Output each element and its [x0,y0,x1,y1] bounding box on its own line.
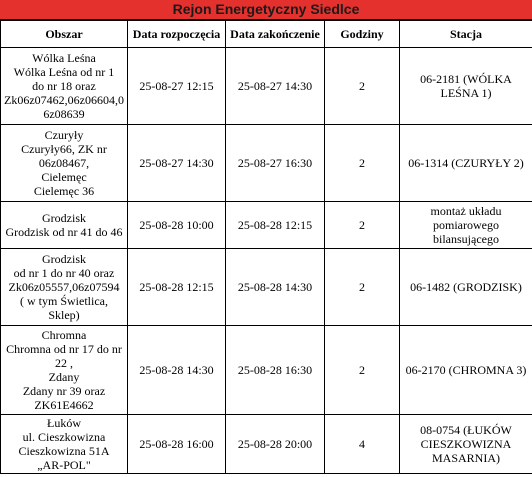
cell-end-date: 25-08-28 16:30 [226,326,325,415]
cell-end-date: 25-08-28 12:15 [226,202,325,249]
header-hours: Godziny [325,21,400,48]
header-start-date: Data rozpoczęcia [128,21,226,48]
cell-obszar: Grodzisk od nr 1 do nr 40 oraz Zk06z05557,06z07594 ( w tym Świetlica, Sklep) [1,249,128,326]
header-end-date: Data zakończenie [226,21,325,48]
cell-hours: 2 [325,48,400,125]
cell-station: montaż układu pomiarowego bilansującego [400,202,532,249]
table-row [1,415,532,474]
cell-station: 06-2181 (WÓLKA LEŚNA 1) [400,48,532,125]
header-obszar: Obszar [1,21,128,48]
cell-station: 06-1314 (CZURYŁY 2) [400,125,532,202]
cell-obszar: Chromna Chromna od nr 17 do nr 22 , Zdany Zdany nr 39 oraz ZK61E4662 [1,326,128,415]
cell-end-date: 25-08-27 16:30 [226,125,325,202]
table-row [1,48,532,125]
cell-end-date: 25-08-28 20:00 [226,415,325,474]
cell-start-date: 25-08-27 14:30 [128,125,226,202]
header-row [1,21,532,48]
table-row [1,125,532,202]
cell-start-date: 25-08-28 12:15 [128,249,226,326]
cell-obszar: Wólka Leśna Wólka Leśna od nr 1 do nr 18 oraz Zk06z07462,06z06604,0 6z08639 [1,48,128,125]
cell-hours: 4 [325,415,400,474]
cell-obszar: Czuryły Czuryły66, ZK nr 06z08467, Cielemęc Cielemęc 36 [1,125,128,202]
cell-hours: 2 [325,326,400,415]
cell-obszar: Łuków ul. Cieszkowizna Cieszkowizna 51A „AR-POL" [1,415,128,474]
cell-end-date: 25-08-28 14:30 [226,249,325,326]
cell-station: 06-2170 (CHROMNA 3) [400,326,532,415]
cell-start-date: 25-08-28 10:00 [128,202,226,249]
cell-end-date: 25-08-27 14:30 [226,48,325,125]
header-station: Stacja [400,21,532,48]
table-row [1,249,532,326]
outage-table [0,20,532,474]
cell-hours: 2 [325,125,400,202]
cell-obszar: Grodzisk Grodzisk od nr 41 do 46 [1,202,128,249]
table-row [1,326,532,415]
region-title: Rejon Energetyczny Siedlce [0,0,532,20]
table-row [1,202,532,249]
cell-start-date: 25-08-28 14:30 [128,326,226,415]
cell-start-date: 25-08-28 16:00 [128,415,226,474]
cell-station: 08-0754 (ŁUKÓW CIESZKOWIZNA MASARNIA) [400,415,532,474]
cell-hours: 2 [325,202,400,249]
cell-start-date: 25-08-27 12:15 [128,48,226,125]
cell-station: 06-1482 (GRODZISK) [400,249,532,326]
cell-hours: 2 [325,249,400,326]
